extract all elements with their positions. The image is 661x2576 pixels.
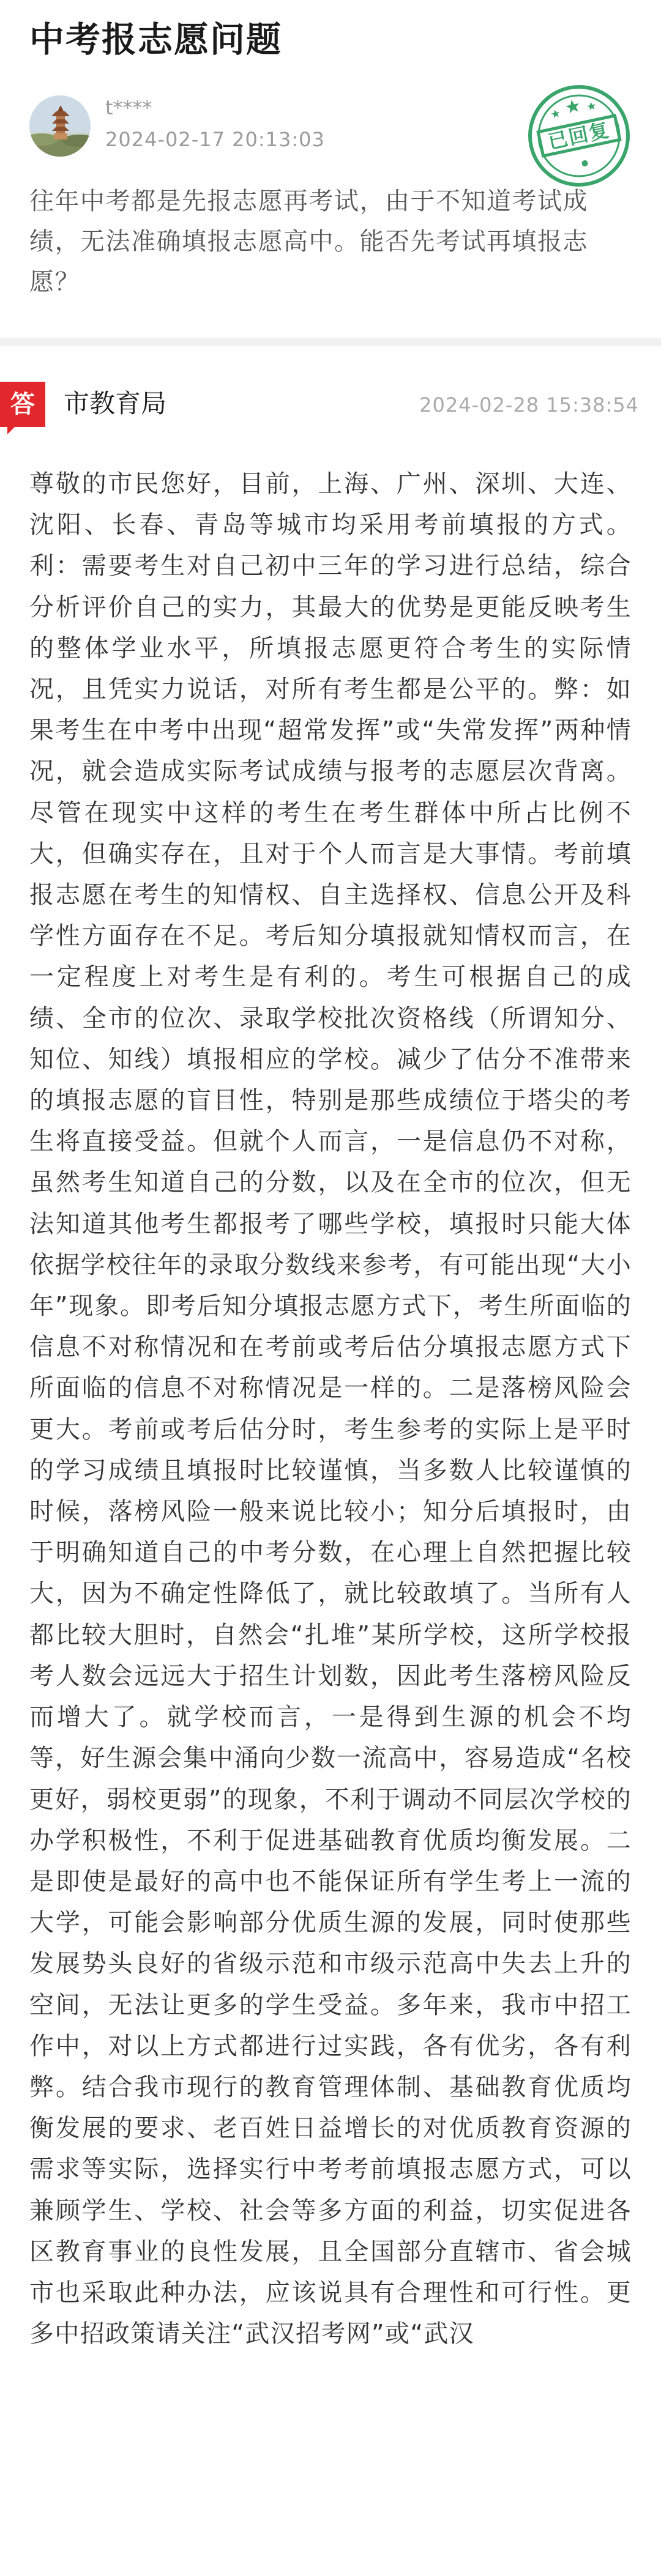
- answer-badge: 答: [0, 382, 45, 427]
- replied-stamp: [517, 73, 641, 198]
- pagoda-photo-icon: [29, 95, 91, 157]
- section-divider: [0, 338, 661, 346]
- answerer-name: 市教育局: [64, 388, 167, 418]
- answer-time: 2024-02-28 15:38:54: [419, 393, 639, 417]
- answer-text: 尊敬的市民您好，目前，上海、广州、深圳、大连、沈阳、长春、青岛等城市均采用考前填报的方式。利：需要考生对自己初中三年的学习进行总结，综合分析评价自己的实力，其最大的优势是更能反映考生的整体学业水平，所填报志愿更符合考生的实际情况，且凭实力说话，对所有考生都是公平的。弊：如果考生在中考中出现“超常发挥”或“失常发挥”两种情况，就会造成实际考试成绩与报考的志愿层次背离。尽管在现实中这样的考生在考生群体中所占比例不大，但确实存在，且对于个人而言是大事情。考前填报志愿在考生的知情权、自主选择权、信息公开及科学性方面存在不足。考后知分填报就知情权而言，在一定程度上对考生是有利的。考生可根据自己的成绩、全市的位次、录取学校批次资格线（所谓知分、知位、知线）填报相应的学校。减少了估分不准带来的填报志愿的盲目性，特别是那些成绩位于塔尖的考生将直接受益。但就个人而言，一是信息仍不对称，虽然考生知道自己的分数，以及在全市的位次，但无法知道其他考生都报考了哪些学校，填报时只能大体依据学校往年的录取分数线来参考，有可能出现“大小年”现象。即考后知分填报志愿方式下，考生所面临的信息不对称情况和在考前或考后估分填报志愿方式下所面临的信息不对称情况是一样的。二是落榜风险会更大。考前或考后估分时，考生参考的实际上是平时的学习成绩且填报时比较谨慎，当多数人比较谨慎的时候，落榜风险一般来说比较小；知分后填报时，由于明确知道自己的中考分数，在心理上自然把握比较大，因为不确定性降低了，就比较敢填了。当所有人都比较大胆时，自然会“扎堆”某所学校，这所学校报考人数会远远大于招生计划数，因此考生落榜风险反而增大了。就学校而言，一是得到生源的机会不均等，好生源会集中涌向少数一流高中，容易造成“名校更好，弱校更弱”的现象，不利于调动不同层次学校的办学积极性，不利于促进基础教育优质均衡发展。二是即使是最好的高中也不能保证所有学生考上一流的大学，可能会影响部分优质生源的发展，同时使那些发展势头良好的省级示范和市级示范高中失去上升的空间，无法让更多的学生受益。多年来，我市中招工作中，对以上方式都进行过实践，各有优劣，各有利弊。结合我市现行的教育管理体制、基础教育优质均衡发展的要求、老百姓日益增长的对优质教育资源的需求等实际，选择实行中考考前填报志愿方式，可以兼顾学生、学校、社会等多方面的利益，切实促进各区教育事业的良性发展，且全国部分直辖市、省会城市也采取此种办法，应该说具有合理性和可行性。更多中招政策请关注“武汉招考网”或“武汉: [29, 470, 632, 2348]
- avatar[interactable]: [29, 95, 91, 157]
- asker-row: [29, 95, 632, 169]
- question-section: [0, 0, 661, 302]
- question-time: 2024-02-17 20:13:03: [105, 128, 325, 151]
- status-text: 已回复: [546, 117, 612, 154]
- answer-header: [0, 382, 661, 431]
- question-text: 往年中考都是先报志愿再考试，由于不知道考试成绩，无法准确填报志愿高中。能否先考试再填报志愿？: [29, 187, 588, 296]
- asker-name: t****: [105, 96, 152, 119]
- page-title: 中考报志愿问题: [29, 20, 282, 60]
